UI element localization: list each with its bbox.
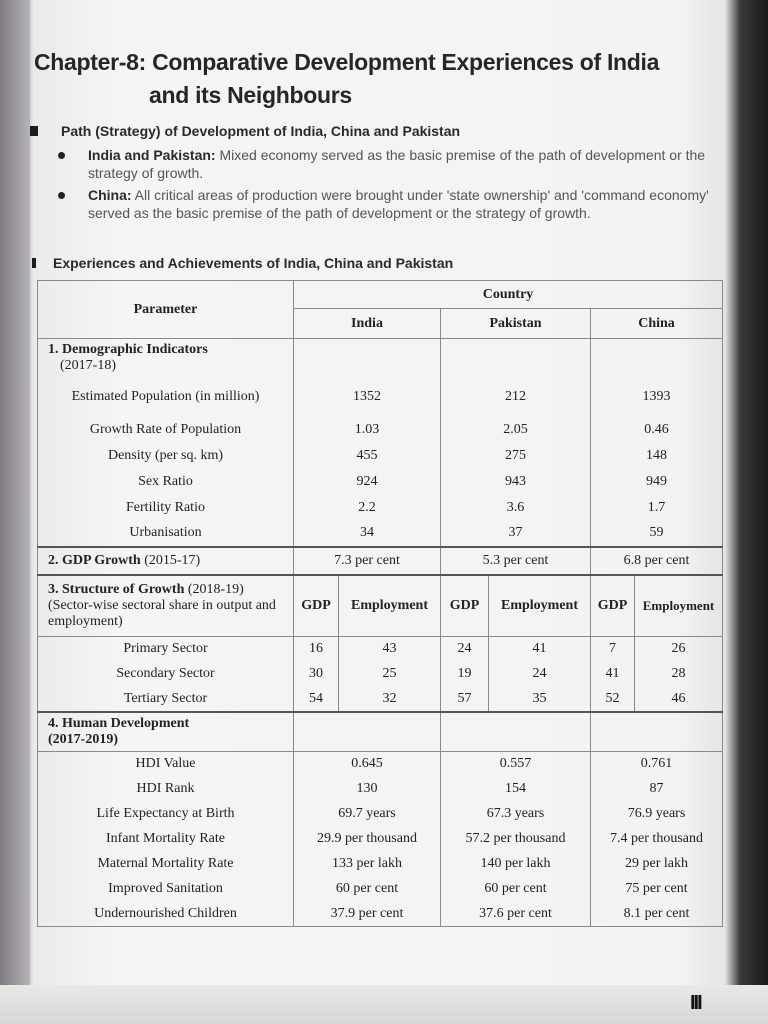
table-cell bbox=[441, 339, 591, 377]
sub-column-header: Employment bbox=[489, 575, 591, 637]
value-cell: 154 bbox=[441, 777, 591, 802]
bullet-text: Mixed economy served as the basic premise of the path of development or the strategy of growth. bbox=[88, 147, 706, 181]
value-cell: 37.6 per cent bbox=[441, 902, 591, 927]
table-row bbox=[38, 521, 723, 547]
value-cell: 24 bbox=[441, 637, 489, 662]
value-cell: 1.7 bbox=[591, 495, 723, 521]
value-cell: 57.2 per thousand bbox=[441, 827, 591, 852]
section-bullet-square-icon bbox=[32, 258, 36, 268]
value-cell: 29.9 per thousand bbox=[294, 827, 441, 852]
section-title: 4. Human Development bbox=[48, 715, 190, 731]
chapter-title-line2: and its Neighbours bbox=[149, 82, 352, 108]
value-cell: 8.1 per cent bbox=[591, 902, 723, 927]
structure-title bbox=[38, 575, 294, 637]
bullet-dot-icon bbox=[58, 152, 65, 159]
section-row bbox=[38, 339, 723, 377]
value-cell: 924 bbox=[294, 469, 441, 495]
table-row bbox=[38, 752, 723, 777]
section-heading-path: Path (Strategy) of Development of India, China and Pakistan bbox=[61, 123, 461, 139]
value-cell: 140 per lakh bbox=[441, 852, 591, 877]
value-cell: 76.9 years bbox=[591, 802, 723, 827]
value-cell: 2.05 bbox=[441, 417, 591, 443]
table-row bbox=[38, 802, 723, 827]
table-row bbox=[38, 637, 723, 662]
value-cell: 949 bbox=[591, 469, 723, 495]
row-label: Primary Sector bbox=[38, 637, 294, 662]
row-label: Urbanisation bbox=[38, 521, 294, 547]
value-cell: 16 bbox=[294, 637, 339, 662]
page-bottom-margin bbox=[0, 985, 768, 1024]
table-row bbox=[38, 827, 723, 852]
value-cell: 5.3 per cent bbox=[441, 547, 591, 575]
value-cell: 7.3 per cent bbox=[294, 547, 441, 575]
table-row bbox=[38, 902, 723, 927]
row-label: Life Expectancy at Birth bbox=[38, 802, 294, 827]
value-cell: 212 bbox=[441, 377, 591, 417]
row-label: Improved Sanitation bbox=[38, 877, 294, 902]
parameter-header: Parameter bbox=[38, 281, 294, 339]
value-cell: 29 per lakh bbox=[591, 852, 723, 877]
value-cell: 32 bbox=[339, 687, 441, 712]
chapter-title bbox=[34, 46, 674, 112]
table-cell bbox=[591, 339, 723, 377]
bullet-india-pakistan bbox=[58, 146, 723, 182]
value-cell: 0.761 bbox=[591, 752, 723, 777]
table-row bbox=[38, 852, 723, 877]
section-period: (2017-2019) bbox=[48, 731, 118, 747]
country-china: China bbox=[591, 309, 723, 339]
bullet-dot-icon bbox=[58, 192, 65, 199]
section-title: 1. Demographic Indicators bbox=[48, 341, 208, 357]
table-row bbox=[38, 877, 723, 902]
value-cell: 34 bbox=[294, 521, 441, 547]
section-heading-experiences: Experiences and Achievements of India, China and Pakistan bbox=[53, 255, 454, 271]
structure-header-row bbox=[38, 575, 723, 637]
table-cell bbox=[441, 712, 591, 752]
section-title: 2. GDP Growth bbox=[48, 552, 141, 568]
header-row bbox=[38, 281, 723, 309]
table-cell bbox=[294, 339, 441, 377]
section-bullet-square-icon bbox=[30, 126, 38, 136]
value-cell: 37 bbox=[441, 521, 591, 547]
page-binding-shadow bbox=[0, 0, 30, 1024]
row-label: HDI Rank bbox=[38, 777, 294, 802]
section-row bbox=[38, 712, 723, 752]
row-label: Growth Rate of Population bbox=[38, 417, 294, 443]
value-cell: 54 bbox=[294, 687, 339, 712]
sub-column-header: Employment bbox=[339, 575, 441, 637]
table-row bbox=[38, 777, 723, 802]
value-cell: 1393 bbox=[591, 377, 723, 417]
value-cell: 943 bbox=[441, 469, 591, 495]
table-cell bbox=[294, 712, 441, 752]
value-cell: 24 bbox=[489, 662, 591, 687]
value-cell: 0.46 bbox=[591, 417, 723, 443]
value-cell: 37.9 per cent bbox=[294, 902, 441, 927]
value-cell: 75 per cent bbox=[591, 877, 723, 902]
sub-column-header: GDP bbox=[441, 575, 489, 637]
row-label: Tertiary Sector bbox=[38, 687, 294, 712]
gdp-growth-title bbox=[38, 547, 294, 575]
value-cell: 6.8 per cent bbox=[591, 547, 723, 575]
sub-column-header: Employment bbox=[635, 575, 723, 637]
demographic-title bbox=[38, 339, 294, 377]
bullet-label: India and Pakistan: bbox=[88, 147, 216, 163]
comparison-table bbox=[37, 280, 723, 927]
value-cell: 60 per cent bbox=[441, 877, 591, 902]
value-cell: 28 bbox=[635, 662, 723, 687]
table-row bbox=[38, 377, 723, 417]
human-development-title bbox=[38, 712, 294, 752]
value-cell: 7 bbox=[591, 637, 635, 662]
value-cell: 87 bbox=[591, 777, 723, 802]
value-cell: 7.4 per thousand bbox=[591, 827, 723, 852]
country-header: Country bbox=[294, 281, 723, 309]
section-period: (2015-17) bbox=[140, 552, 201, 568]
table-cell bbox=[591, 712, 723, 752]
table-row bbox=[38, 443, 723, 469]
table-row bbox=[38, 662, 723, 687]
section-title: 3. Structure of Growth bbox=[48, 581, 185, 597]
country-india: India bbox=[294, 309, 441, 339]
bullet-label: China: bbox=[88, 187, 132, 203]
section-period: (2017-18) bbox=[60, 357, 116, 373]
value-cell: 25 bbox=[339, 662, 441, 687]
gdp-growth-row bbox=[38, 547, 723, 575]
row-label: Sex Ratio bbox=[38, 469, 294, 495]
row-label: Density (per sq. km) bbox=[38, 443, 294, 469]
chapter-title-line1: Chapter-8: Comparative Development Experiences of India bbox=[34, 49, 660, 75]
value-cell: 2.2 bbox=[294, 495, 441, 521]
row-label: Maternal Mortality Rate bbox=[38, 852, 294, 877]
bullet-text: All critical areas of production were brought under 'state ownership' and 'command economy' served as the basic premise of the path of development or the strategy of growth. bbox=[88, 187, 709, 221]
row-label: HDI Value bbox=[38, 752, 294, 777]
value-cell: 1.03 bbox=[294, 417, 441, 443]
table-row bbox=[38, 417, 723, 443]
row-label: Estimated Population (in million) bbox=[38, 377, 294, 417]
value-cell: 60 per cent bbox=[294, 877, 441, 902]
value-cell: 26 bbox=[635, 637, 723, 662]
value-cell: 46 bbox=[635, 687, 723, 712]
section-subtitle: (Sector-wise sectoral share in output and employment) bbox=[48, 597, 276, 629]
value-cell: 52 bbox=[591, 687, 635, 712]
value-cell: 43 bbox=[339, 637, 441, 662]
value-cell: 130 bbox=[294, 777, 441, 802]
value-cell: 1352 bbox=[294, 377, 441, 417]
row-label: Infant Mortality Rate bbox=[38, 827, 294, 852]
table-row bbox=[38, 687, 723, 712]
page-marker: III bbox=[690, 992, 701, 1014]
sub-column-header: GDP bbox=[294, 575, 339, 637]
table-row bbox=[38, 469, 723, 495]
bullet-china bbox=[58, 186, 723, 222]
value-cell: 41 bbox=[591, 662, 635, 687]
country-pakistan: Pakistan bbox=[441, 309, 591, 339]
value-cell: 69.7 years bbox=[294, 802, 441, 827]
value-cell: 35 bbox=[489, 687, 591, 712]
value-cell: 19 bbox=[441, 662, 489, 687]
value-cell: 59 bbox=[591, 521, 723, 547]
value-cell: 148 bbox=[591, 443, 723, 469]
table-row bbox=[38, 495, 723, 521]
value-cell: 133 per lakh bbox=[294, 852, 441, 877]
row-label: Fertility Ratio bbox=[38, 495, 294, 521]
value-cell: 3.6 bbox=[441, 495, 591, 521]
value-cell: 57 bbox=[441, 687, 489, 712]
value-cell: 41 bbox=[489, 637, 591, 662]
row-label: Undernourished Children bbox=[38, 902, 294, 927]
value-cell: 0.645 bbox=[294, 752, 441, 777]
section-period: (2018-19) bbox=[184, 581, 244, 597]
row-label: Secondary Sector bbox=[38, 662, 294, 687]
value-cell: 67.3 years bbox=[441, 802, 591, 827]
sub-column-header: GDP bbox=[591, 575, 635, 637]
value-cell: 30 bbox=[294, 662, 339, 687]
value-cell: 275 bbox=[441, 443, 591, 469]
value-cell: 455 bbox=[294, 443, 441, 469]
value-cell: 0.557 bbox=[441, 752, 591, 777]
